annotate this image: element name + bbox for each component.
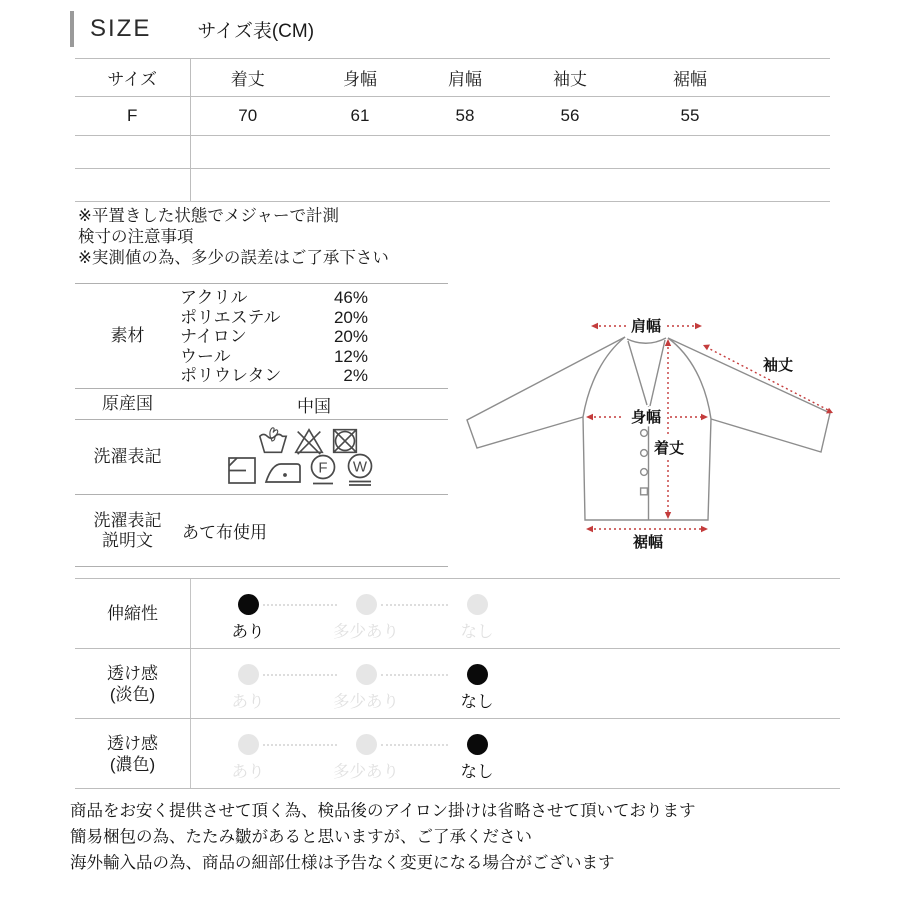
col-header-length: 着丈: [230, 70, 265, 89]
option-dot: [467, 664, 488, 685]
option-dot: [238, 664, 259, 685]
material-item: アクリル 46%: [180, 288, 368, 307]
sheerness-light-row: [75, 649, 840, 719]
sheerness-dark-scale: [191, 719, 840, 788]
cell-shoulder: 58: [455, 106, 475, 125]
stretch-label: 伸縮性: [75, 579, 191, 648]
col-header-body-width: 身幅: [343, 70, 377, 89]
care-note-label: 洗濯表記 説明文: [93, 510, 162, 550]
cell-length: 70: [238, 106, 258, 125]
size-table: [75, 58, 830, 202]
option-ari: あり: [203, 649, 293, 712]
material-item: ウール 12%: [180, 346, 368, 366]
option-tashou-ari: 多少あり: [321, 579, 411, 642]
col-header-shoulder: 肩幅: [448, 70, 482, 89]
option-dot: [238, 734, 259, 755]
size-table-row-F: [75, 97, 830, 136]
origin-value: 中国: [297, 396, 331, 416]
cell-size: F: [75, 97, 190, 136]
care-note-row: [75, 495, 448, 567]
option-nashi: なし: [432, 649, 522, 712]
size-table-header-row: [75, 59, 830, 97]
cell-hem: 55: [680, 106, 700, 125]
material-item: ポリウレタン 2%: [180, 366, 368, 385]
col-header-size: サイズ: [75, 59, 190, 97]
size-chart-title: サイズ表(CM): [197, 20, 315, 42]
col-header-sleeve: 袖丈: [553, 70, 587, 89]
measurement-notes: [78, 206, 389, 269]
option-dot: [467, 594, 488, 615]
option-tashou-ari: 多少あり: [321, 649, 411, 712]
option-tashou-ari: 多少あり: [321, 719, 411, 782]
size-section-label: SIZE: [90, 15, 152, 42]
care-label: 洗濯表記: [93, 447, 162, 466]
length-label: 着丈: [653, 440, 685, 457]
sheerness-light-label: 透け感 (淡色): [75, 649, 191, 718]
size-section-header: [70, 10, 314, 48]
option-dot: [238, 594, 259, 615]
option-nashi: なし: [432, 579, 522, 642]
footer-line: 簡易梱包の為、たたみ皺があると思いますが、ご了承ください: [70, 828, 532, 846]
material-label: 素材: [110, 326, 145, 345]
origin-label: 原産国: [102, 394, 153, 413]
sheerness-dark-row: [75, 719, 840, 789]
garment-diagram: [445, 295, 865, 560]
material-row: [75, 284, 448, 389]
note-line: 検寸の注意事項: [78, 228, 194, 246]
col-header-hem: 裾幅: [673, 70, 707, 89]
svg-text:F: F: [318, 459, 328, 477]
cell-body-width: 61: [350, 106, 370, 125]
shoulder-width-label: 肩幅: [630, 318, 662, 335]
stretch-scale: [191, 579, 840, 648]
option-ari: あり: [203, 719, 293, 782]
cell-sleeve: 56: [560, 106, 580, 125]
material-list: [180, 284, 448, 386]
option-dot: [356, 594, 377, 615]
footer-notes: [70, 798, 696, 876]
footer-line: 商品をお安く提供させて頂く為、検品後のアイロン掛けは省略させて頂いております: [70, 802, 696, 820]
material-item: ナイロン 20%: [180, 327, 368, 346]
stretch-row: [75, 579, 840, 649]
option-dot: [356, 734, 377, 755]
dry-clean-f-icon: [306, 453, 340, 489]
material-item: ポリエステル 20%: [180, 307, 368, 327]
footer-line: 海外輸入品の為、商品の細部仕様は予告なく変更になる場合がございます: [70, 854, 615, 872]
care-note-value: あて布使用: [182, 523, 267, 542]
wet-clean-w-icon: [343, 453, 377, 489]
section-accent-bar: [70, 11, 74, 47]
option-dot: [356, 664, 377, 685]
size-table-empty-row: [75, 136, 830, 169]
hem-width-label: 裾幅: [632, 534, 664, 551]
care-symbols-row: [75, 420, 448, 495]
attribute-table: [75, 578, 840, 789]
size-table-empty-row: [75, 169, 830, 202]
sheerness-dark-label: 透け感 (濃色): [75, 719, 191, 788]
note-line: ※平置きした状態でメジャーで計測: [78, 207, 339, 225]
body-width-label: 身幅: [630, 409, 662, 426]
option-nashi: なし: [432, 719, 522, 782]
note-line: ※実測値の為、多少の誤差はご了承下さい: [78, 249, 389, 267]
option-dot: [467, 734, 488, 755]
option-ari: あり: [203, 579, 293, 642]
iron-low-icon: [263, 453, 303, 489]
flat-dry-shade-icon: [224, 453, 260, 489]
sheerness-light-scale: [191, 649, 840, 718]
svg-text:W: W: [352, 458, 368, 476]
origin-row: [75, 389, 448, 420]
product-info-table: [75, 283, 448, 567]
sleeve-length-label: 袖丈: [762, 357, 794, 374]
